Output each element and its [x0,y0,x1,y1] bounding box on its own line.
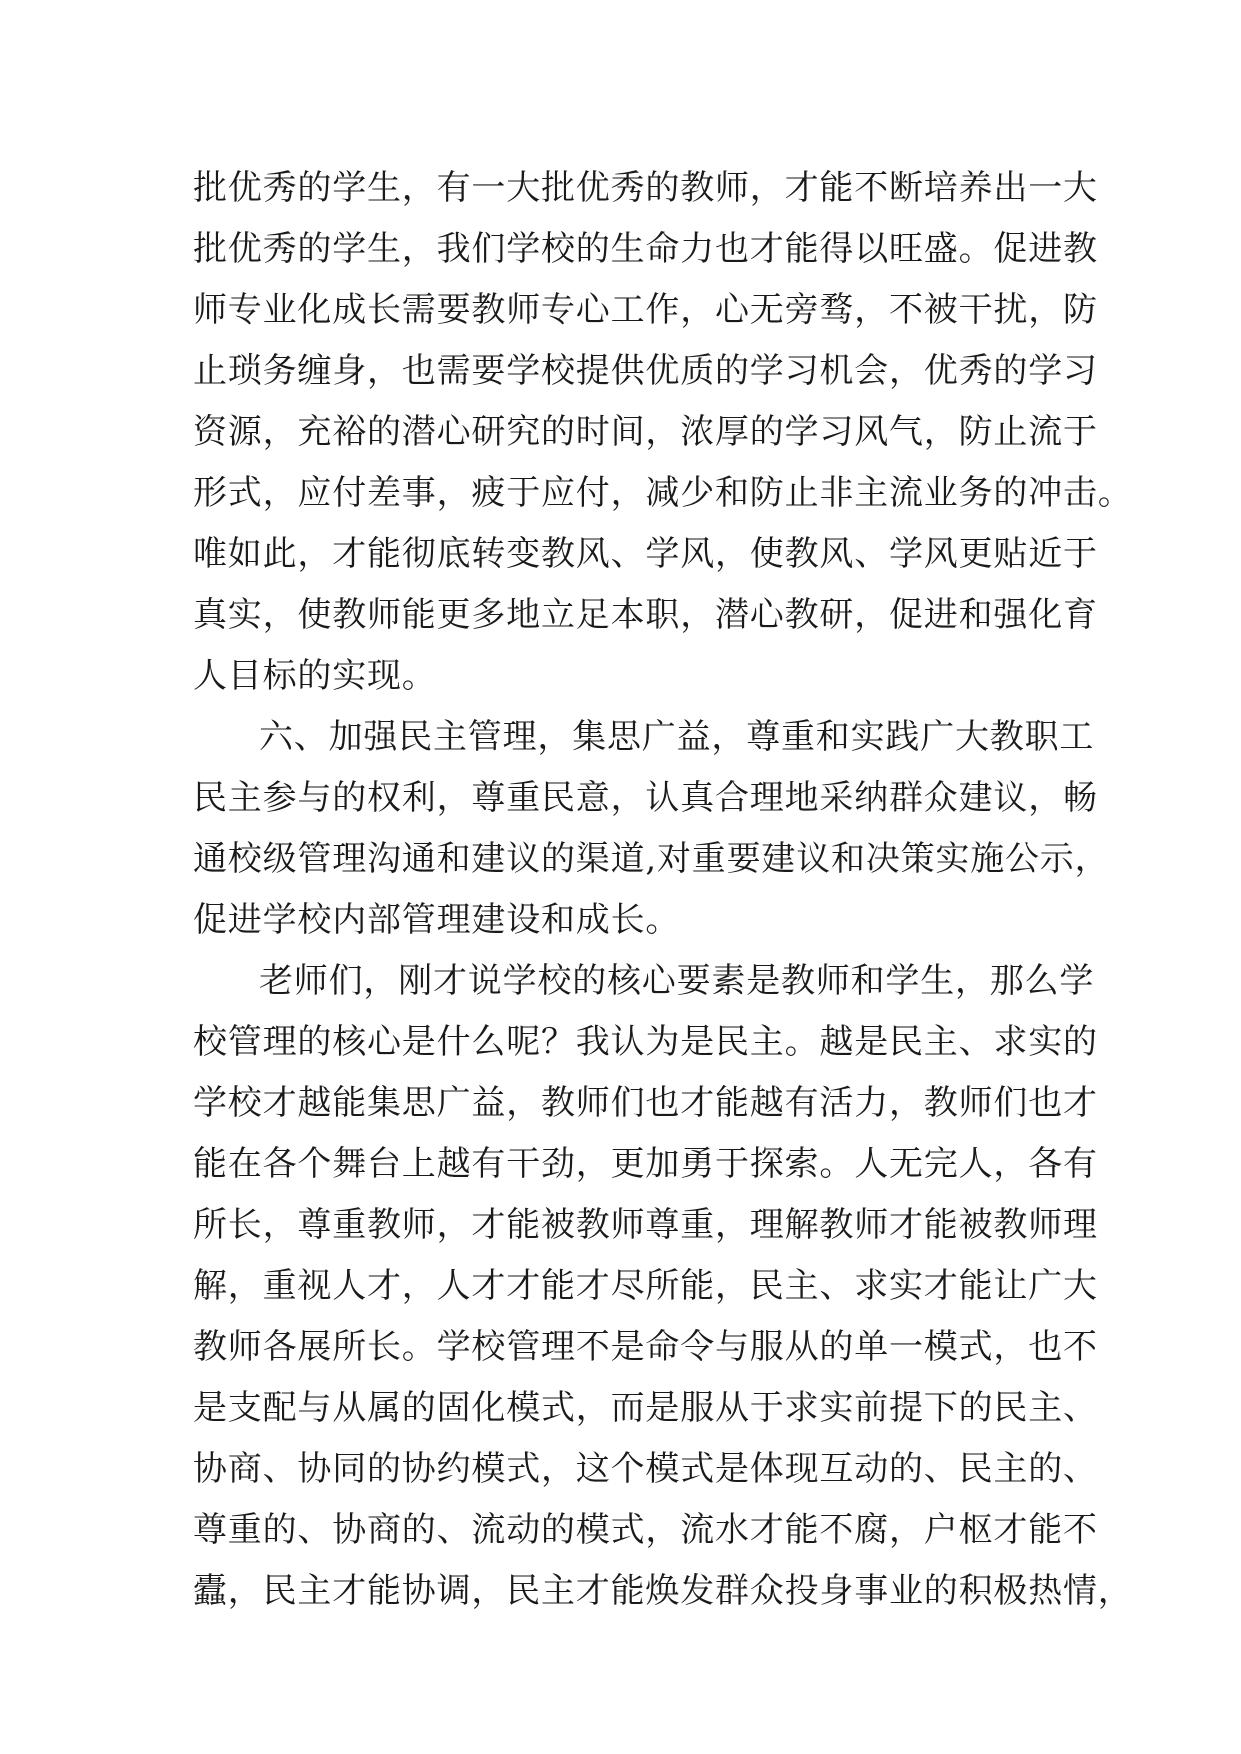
paragraph-teachers-first-line: 老师们，刚才说学校的核心要素是教师和学生，那么学 [259,961,1095,1001]
text-line: 学校才越能集思广益，教师们也才能越有活力，教师们也才 [193,1083,1098,1123]
text-line: 校管理的核心是什么呢？我认为是民主。越是民主、求实的 [193,1022,1098,1062]
text-line: 促进学校内部管理建设和成长。 [193,900,681,940]
text-line: 蠹，民主才能协调，民主才能焕发群众投身事业的积极热情， [193,1571,1133,1611]
text-line: 民主参与的权利，尊重民意，认真合理地采纳群众建议，畅 [193,778,1098,818]
text-line: 唯如此，才能彻底转变教风、学风，使教风、学风更贴近于 [193,534,1098,574]
text-line: 止琐务缠身，也需要学校提供优质的学习机会，优秀的学习 [193,351,1098,391]
text-line: 协商、协同的协约模式，这个模式是体现互动的、民主的、 [193,1449,1098,1489]
text-line: 批优秀的学生，有一大批优秀的教师，才能不断培养出一大 [193,168,1098,208]
text-line: 解，重视人才，人才才能才尽所能，民主、求实才能让广大 [193,1266,1098,1306]
text-line: 尊重的、协商的、流动的模式，流水才能不腐，户枢才能不 [193,1510,1098,1550]
text-line: 形式，应付差事，疲于应付，减少和防止非主流业务的冲击。 [193,473,1133,513]
text-line: 批优秀的学生，我们学校的生命力也才能得以旺盛。促进教 [193,229,1098,269]
text-line: 通校级管理沟通和建议的渠道,对重要建议和决策实施公示， [193,839,1110,879]
body-text [193,158,1133,1622]
text-line: 能在各个舞台上越有干劲，更加勇于探索。人无完人，各有 [193,1144,1098,1184]
text-line: 师专业化成长需要教师专心工作，心无旁骛，不被干扰，防 [193,290,1098,330]
text-line: 所长，尊重教师，才能被教师尊重，理解教师才能被教师理 [193,1205,1098,1245]
text-line: 资源，充裕的潜心研究的时间，浓厚的学习风气，防止流于 [193,412,1098,452]
text-line: 教师各展所长。学校管理不是命令与服从的单一模式，也不 [193,1327,1098,1367]
text-line: 真实，使教师能更多地立足本职，潜心教研，促进和强化育 [193,595,1098,635]
text-line: 是支配与从属的固化模式，而是服从于求实前提下的民主、 [193,1388,1098,1428]
paragraph-six-first-line: 六、加强民主管理，集思广益，尊重和实践广大教职工 [259,717,1095,757]
text-line: 人目标的实现。 [193,656,437,696]
